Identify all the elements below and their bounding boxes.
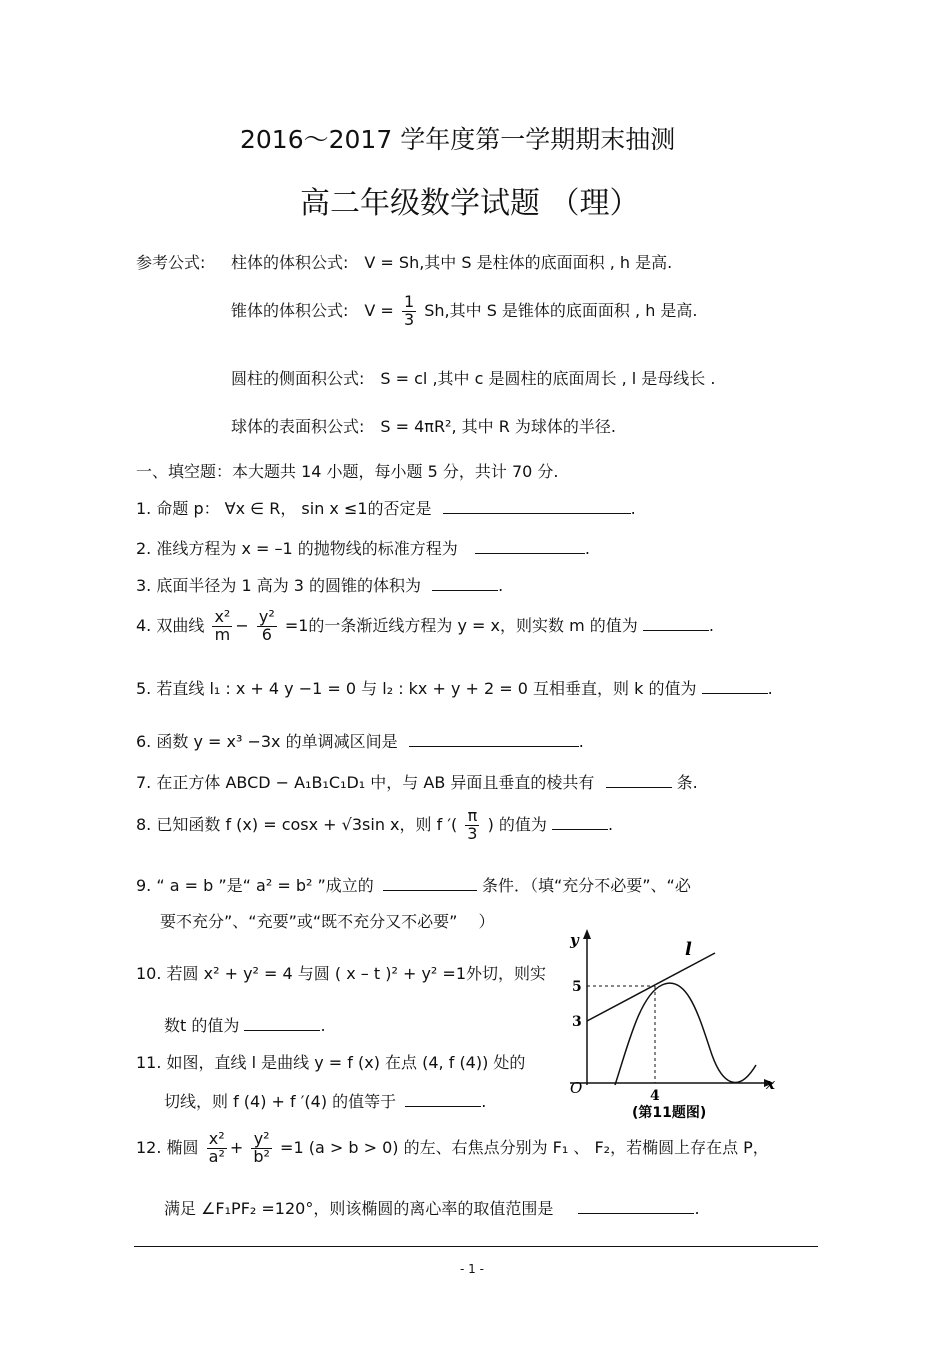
fraction-denominator: a² — [208, 1146, 225, 1166]
fraction-y2-over-b2 — [251, 1131, 272, 1166]
question-4-prefix: 4. 双曲线 — [136, 615, 205, 635]
fraction-y2-over-6 — [257, 609, 277, 644]
question-6-text: 6. 函数 y = x³ −3x 的单调减区间是 — [136, 732, 398, 751]
question-7 — [136, 770, 698, 793]
y-axis-arrow-icon — [583, 929, 591, 939]
footer-rule — [134, 1246, 818, 1247]
formula-prism: 柱体的体积公式: V = Sh,其中 S 是柱体的底面面积 , h 是高. — [231, 253, 673, 272]
question-2-text: 2. 准线方程为 x = –1 的抛物线的标准方程为 — [136, 539, 458, 558]
answer-blank — [409, 730, 579, 747]
question-11: 11. 如图，直线 l 是曲线 y = f (x) 在点 (4, f (4)) 处的 — [136, 1053, 526, 1072]
question-12: 12. 椭圆 $\frac{\text{x²}}{\text{a²}}$ + $\frac{\text{y²}}{\text{b²}}$ =1 (a > b > 0) 的左、右焦点分别为 F₁ 、 F₂，若椭圆上存在点 P， — [136, 1129, 769, 1166]
question-3: 3. 底面半径为 1 高为 3 的圆锥的体积为 . — [136, 576, 504, 595]
formula-lead: 参考公式: — [136, 253, 206, 272]
question-10: 10. 若圆 x² + y² = 4 与圆 ( x – t )² + y² =1外切，则实 — [136, 964, 547, 983]
question-4: 4. 双曲线 $\frac{\text{x²}}{m}$ − $\frac{\text{y²}}{6}$ =1的一条渐近线方程为 y = x，则实数 m 的值为 . — [136, 607, 714, 644]
answer-blank — [432, 574, 498, 591]
answer-blank — [244, 1014, 320, 1031]
question-4-tail: =1的一条渐近线方程为 y = x，则实数 m 的值为 — [284, 615, 638, 635]
fraction-x2-over-m — [212, 609, 232, 644]
question-12-cont-text: 满足 ∠F₁PF₂ =120°，则该椭圆的离心率的取值范围是 — [164, 1199, 554, 1218]
formula-cylinder: 圆柱的侧面积公式: S = cl ,其中 c 是圆柱的底面周长 , l 是母线长 . — [231, 369, 716, 388]
fraction-denominator: 3 — [467, 823, 478, 843]
fraction-denominator: m — [214, 624, 231, 644]
question-12-tail: =1 (a > b > 0) 的左、右焦点分别为 F₁ 、 F₂，若椭圆上存在点 P， — [280, 1137, 769, 1157]
question-8-tail: ) 的值为 — [487, 814, 547, 834]
formula-cone — [231, 294, 698, 329]
answer-blank — [606, 771, 672, 788]
question-11-cont: 切线，则 f (4) + f ′(4) 的值等于 . — [164, 1092, 487, 1111]
origin-label: O — [570, 1079, 583, 1097]
question-8-prefix: 8. 已知函数 f (x) = cosx + √3sin x，则 f ′( — [136, 814, 458, 834]
tick-label-4: 4 — [650, 1088, 660, 1104]
question-7-tail: 条. — [676, 773, 698, 792]
fraction-denominator: 6 — [261, 624, 272, 644]
answer-blank — [578, 1197, 694, 1214]
fraction-x2-over-a2 — [207, 1131, 227, 1166]
question-7-text: 7. 在正方体 ABCD − A₁B₁C₁D₁ 中，与 AB 异面且垂直的棱共有 — [136, 773, 595, 792]
question-10-cont: 数t 的值为 . — [164, 1016, 326, 1035]
section-heading: 一、填空题：本大题共 14 小题，每小题 5 分，共计 70 分. — [136, 462, 559, 481]
answer-blank — [475, 537, 585, 554]
answer-blank — [702, 677, 768, 694]
answer-blank — [643, 614, 709, 631]
question-8: 8. 已知函数 f (x) = cosx + √3sin x，则 f ′( $\frac{\pi}{3}$ ) 的值为 . — [136, 806, 614, 843]
question-1: 1. 命题 p： ∀x ∈ R， sin x ≤1的否定是 . — [136, 499, 636, 518]
question-12-cont: 满足 ∠F₁PF₂ =120°，则该椭圆的离心率的取值范围是 . — [164, 1199, 700, 1218]
question-9-cont: 要不充分”、“充要”或“既不充分又不必要” ） — [160, 912, 495, 931]
x-axis-label: x — [766, 1075, 775, 1093]
figure-caption: (第11题图) — [632, 1105, 707, 1121]
line-label: l — [685, 939, 692, 960]
answer-blank — [405, 1090, 481, 1107]
question-1-text: 1. 命题 p： ∀x ∈ R， sin x ≤1的否定是 — [136, 499, 432, 518]
question-9 — [136, 873, 691, 896]
question-6: 6. 函数 y = x³ −3x 的单调减区间是 . — [136, 732, 584, 751]
y-axis-label: y — [570, 931, 579, 949]
formula-cone-label: 锥体的体积公式: V = — [231, 300, 394, 320]
question-10-cont-text: 数t 的值为 — [164, 1016, 240, 1035]
formula-cone-tail: Sh,其中 S 是锥体的底面面积 , h 是高. — [424, 300, 698, 320]
fraction-numerator: x² — [207, 1131, 227, 1149]
question-3-text: 3. 底面半径为 1 高为 3 的圆锥的体积为 — [136, 576, 422, 595]
answer-blank — [552, 813, 608, 830]
fraction-numerator: y² — [258, 607, 275, 626]
question-9-tail: 条件．（填“充分不必要”、“必 — [481, 876, 691, 895]
fraction-numerator: 1 — [403, 292, 415, 311]
question-12-prefix: 12. 椭圆 — [136, 1137, 199, 1157]
curve-f — [615, 983, 756, 1085]
fraction-numerator: x² — [214, 607, 231, 626]
page-number: - 1 - — [460, 1262, 484, 1276]
fraction-denominator: b² — [253, 1146, 270, 1166]
question-11-cont-text: 切线，则 f (4) + f ′(4) 的值等于 — [164, 1092, 397, 1111]
fraction-denominator: 3 — [403, 309, 415, 329]
fraction-pi-over-3 — [465, 808, 479, 843]
title-line-2: 高二年级数学试题 （理） — [300, 186, 640, 221]
answer-blank — [383, 874, 477, 891]
question-5-text: 5. 若直线 l₁ : x + 4 y −1 = 0 与 l₂ : kx + y + 2 = 0 互相垂直，则 k 的值为 — [136, 679, 697, 698]
fraction-numerator: π — [465, 808, 479, 826]
title-line-1: 2016～2017 学年度第一学期期末抽测 — [240, 125, 676, 154]
tick-label-3: 3 — [572, 1014, 582, 1030]
fraction-numerator: y² — [251, 1131, 272, 1149]
figure-q11 — [560, 925, 790, 1130]
question-9-text: 9. “ a = b ”是“ a² = b² ”成立的 — [136, 876, 374, 895]
tick-label-5: 5 — [572, 979, 582, 995]
formula-sphere: 球体的表面积公式: S = 4πR², 其中 R 为球体的半径. — [231, 417, 617, 436]
fraction-one-third — [402, 294, 416, 329]
answer-blank — [443, 497, 631, 514]
question-5: 5. 若直线 l₁ : x + 4 y −1 = 0 与 l₂ : kx + y + 2 = 0 互相垂直，则 k 的值为 . — [136, 679, 773, 698]
question-2: 2. 准线方程为 x = –1 的抛物线的标准方程为 . — [136, 539, 590, 558]
